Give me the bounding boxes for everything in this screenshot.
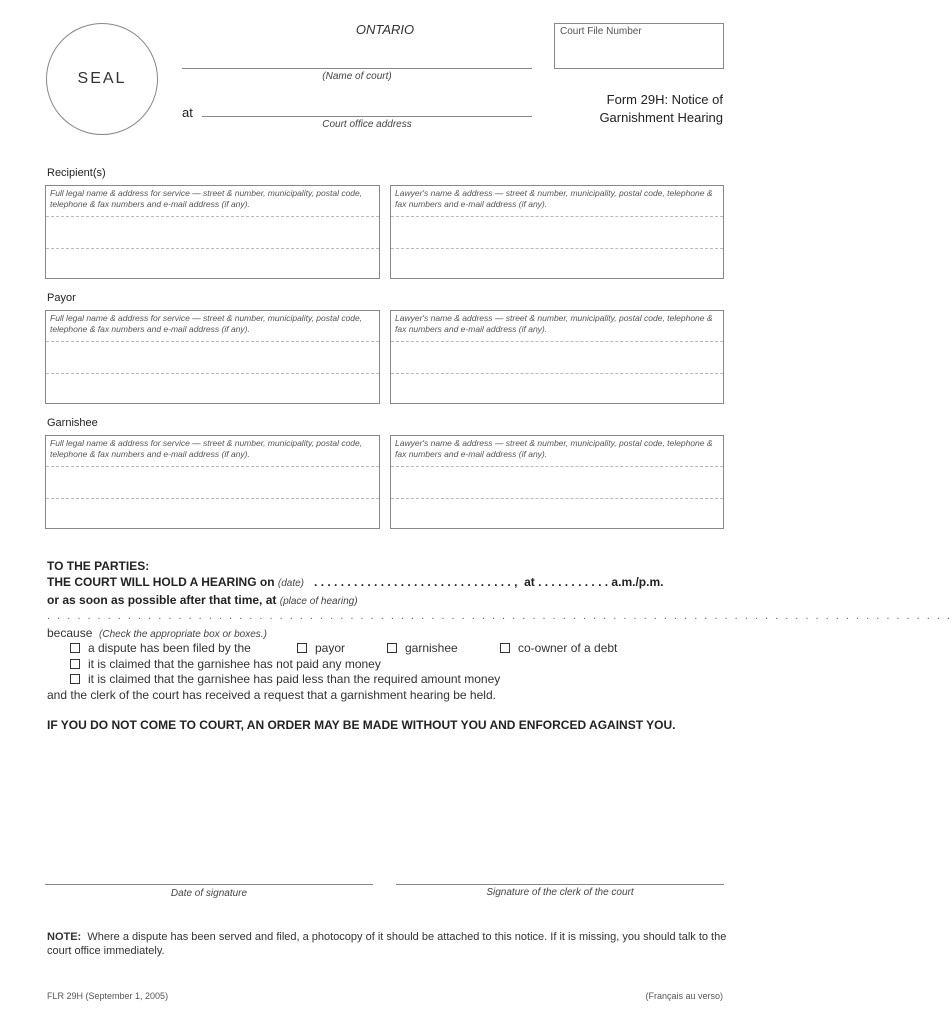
jurisdiction: ONTARIO: [355, 22, 415, 37]
hearing-notice: [47, 558, 663, 610]
note: [47, 930, 727, 958]
because-line: [47, 626, 267, 640]
place-hint: (place of hearing): [279, 596, 358, 607]
form-title-line1: Form 29H: Notice of: [606, 92, 723, 107]
recipient-party-box[interactable]: [45, 185, 380, 279]
payor-party-instruction: Full legal name & address for service — street & number, municipality, postal code, telephone & fax numbers and e-mail address (if any).: [50, 313, 363, 334]
garnishee-party-instruction: Full legal name & address for service — street & number, municipality, postal code, telephone & fax numbers and e-mail address (if any).: [50, 438, 363, 459]
name-of-court-label: (Name of court): [322, 71, 392, 82]
not-paid-option-row: [70, 657, 381, 671]
garnishee-lawyer-instruction: Lawyer's name & address — street & number, municipality, postal code, telephone & fax numbers and e-mail address (if any).: [395, 438, 713, 459]
recipient-lawyer-instruction: Lawyer's name & address — street & number, municipality, postal code, telephone & fax numbers and e-mail address (if any).: [395, 188, 713, 209]
checkbox-payor[interactable]: [297, 643, 307, 653]
clerk-signature-line[interactable]: [396, 884, 724, 885]
checkbox-dispute[interactable]: [70, 643, 80, 653]
note-label: NOTE:: [47, 931, 82, 943]
date-of-signature-label: Date of signature: [170, 888, 248, 899]
checkbox-garnishee[interactable]: [387, 643, 397, 653]
court-file-number-label: Court File Number: [560, 26, 642, 37]
form-title: [560, 91, 723, 127]
payor-lawyer-instruction: Lawyer's name & address — street & number, municipality, postal code, telephone & fax numbers and e-mail address (if any).: [395, 313, 713, 334]
garnishee-party-box[interactable]: [45, 435, 380, 529]
clerk-request: and the clerk of the court has received a request that a garnishment hearing be held.: [47, 688, 496, 702]
or-as-soon: or as soon as possible after that time, at: [47, 593, 277, 607]
option-paid-less: it is claimed that the garnishee has paid less than the required amount money: [88, 672, 501, 686]
french-version-note: (Français au verso): [645, 991, 723, 1001]
option-not-paid: it is claimed that the garnishee has not paid any money: [88, 657, 381, 671]
because-label: because: [47, 626, 93, 640]
seal-text: SEAL: [77, 70, 127, 87]
recipient-lawyer-box[interactable]: [390, 185, 724, 279]
to-the-parties: TO THE PARTIES:: [47, 559, 150, 573]
checkbox-not-paid[interactable]: [70, 659, 80, 669]
option-payor: payor: [315, 641, 346, 655]
recipient-label: Recipient(s): [47, 167, 106, 179]
court-name-line[interactable]: [182, 68, 532, 69]
court-office-address-label: Court office address: [322, 119, 412, 130]
dispute-option-row: [70, 641, 251, 655]
option-dispute: a dispute has been filed by the: [88, 641, 251, 655]
checkbox-paid-less[interactable]: [70, 674, 80, 684]
at-label: at: [182, 105, 193, 120]
hearing-date-field[interactable]: . . . . . . . . . . . . . . . . . . . . . . . . . . . . . . ,: [314, 575, 518, 589]
payor-lawyer-box[interactable]: [390, 310, 724, 404]
place-of-hearing-field[interactable]: . . . . . . . . . . . . . . . . . . . . . . . . . . . . . . . . . . . . . . . . . . . . . . . . . . . . . . . . . . . . . . . . . . . . . . . . . . . . . . . . . . . . . . . . . .: [47, 610, 952, 622]
because-hint: (Check the appropriate box or boxes.): [99, 629, 267, 640]
date-hint: (date): [277, 578, 305, 589]
option-garnishee: garnishee: [405, 641, 458, 655]
clerk-signature-label: Signature of the clerk of the court: [486, 887, 634, 898]
coowner-option: [500, 641, 617, 655]
garnishee-label: Garnishee: [47, 417, 98, 429]
payor-option: [297, 641, 345, 655]
paid-less-option-row: [70, 672, 500, 686]
payor-label: Payor: [47, 292, 76, 304]
checkbox-coowner[interactable]: [500, 643, 510, 653]
court-file-number-box[interactable]: [554, 23, 724, 69]
form-id: FLR 29H (September 1, 2005): [47, 991, 169, 1001]
date-signature-line[interactable]: [45, 884, 373, 885]
seal-circle: [46, 23, 158, 135]
form-title-line2: Garnishment Hearing: [599, 110, 723, 125]
recipient-party-instruction: Full legal name & address for service — street & number, municipality, postal code, telephone & fax numbers and e-mail address (if any).: [50, 188, 363, 209]
note-text: Where a dispute has been served and filed, a photocopy of it should be attached to this notice. If it is missing, you should talk to the court office immediately.: [47, 931, 727, 957]
garnishee-lawyer-box[interactable]: [390, 435, 724, 529]
option-coowner: co-owner of a debt: [518, 641, 618, 655]
court-will-hold: THE COURT WILL HOLD A HEARING on: [47, 575, 275, 589]
warning-text: IF YOU DO NOT COME TO COURT, AN ORDER MAY BE MADE WITHOUT YOU AND ENFORCED AGAINST YOU.: [47, 718, 676, 732]
hearing-time-field[interactable]: at . . . . . . . . . . . a.m./p.m.: [524, 575, 664, 589]
payor-party-box[interactable]: [45, 310, 380, 404]
garnishee-option: [387, 641, 458, 655]
court-address-line[interactable]: [202, 116, 532, 117]
